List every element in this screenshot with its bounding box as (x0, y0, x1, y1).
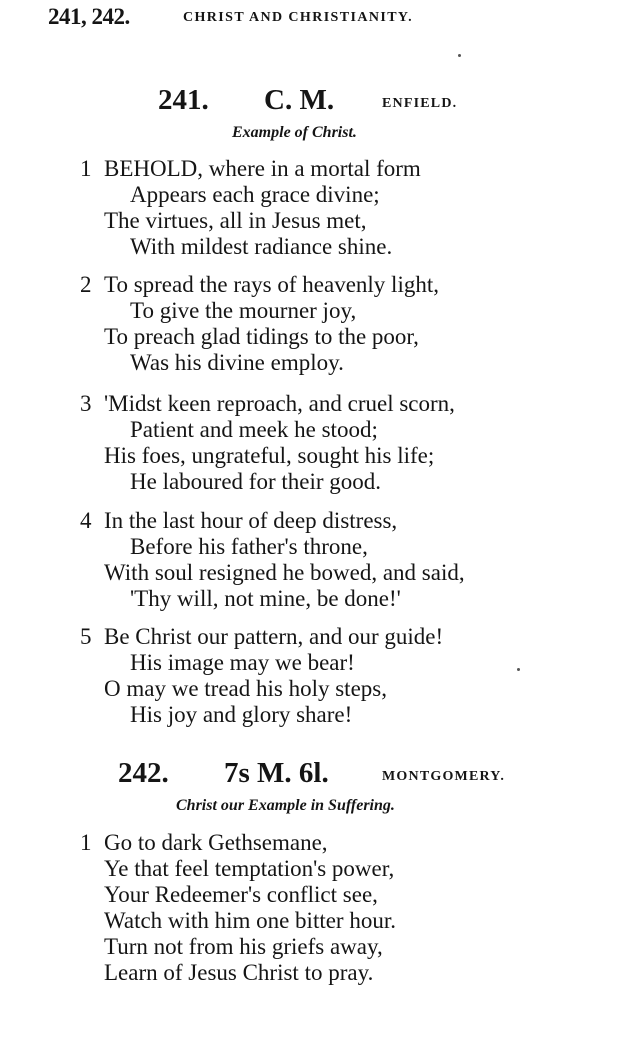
verse-line: His joy and glory share! (130, 702, 353, 727)
scan-speck (517, 668, 520, 671)
stanza-number: 3 (80, 391, 92, 416)
stanza-number: 2 (80, 272, 92, 297)
stanza-number: 4 (80, 508, 92, 533)
hymn-number: 242. (118, 757, 169, 789)
verse-line: His image may we bear! (130, 650, 355, 675)
hymn-meter: C. M. (264, 84, 335, 116)
verse-line: BEHOLD, where in a mortal form (104, 156, 421, 181)
verse-line: O may we tread his holy steps, (104, 676, 387, 701)
stanza-number: 5 (80, 624, 92, 649)
hymn-subtitle: Example of Christ. (232, 124, 357, 141)
verse-line: Your Redeemer's conflict see, (104, 882, 378, 907)
verse-line: Watch with him one bitter hour. (104, 908, 396, 933)
verse-line: Turn not from his griefs away, (104, 934, 383, 959)
verse-line: Patient and meek he stood; (130, 417, 378, 442)
verse-line: Appears each grace divine; (130, 182, 380, 207)
verse-line: Ye that feel temptation's power, (104, 856, 395, 881)
verse-line: The virtues, all in Jesus met, (104, 208, 367, 233)
verse-line: To give the mourner joy, (130, 298, 357, 323)
verse-line: He laboured for their good. (130, 469, 382, 494)
section-title: CHRIST AND CHRISTIANITY. (183, 10, 414, 25)
verse-line: 'Midst keen reproach, and cruel scorn, (104, 391, 455, 416)
verse-line: With soul resigned he bowed, and said, (104, 560, 465, 585)
verse-line: 'Thy will, not mine, be done!' (130, 586, 401, 611)
verse-line: To spread the rays of heavenly light, (104, 272, 439, 297)
hymn-number: 241. (158, 84, 209, 116)
verse-line: Was his divine employ. (130, 350, 344, 375)
page-number: 241, 242. (48, 4, 130, 29)
hymn-meter: 7s M. 6l. (224, 757, 329, 789)
stanza-number: 1 (80, 156, 92, 181)
verse-line: In the last hour of deep distress, (104, 508, 398, 533)
verse-line: To preach glad tidings to the poor, (104, 324, 419, 349)
verse-line: Before his father's throne, (130, 534, 368, 559)
hymn-header (118, 757, 518, 793)
scan-speck (458, 54, 461, 57)
verse-line: Learn of Jesus Christ to pray. (104, 960, 374, 985)
hymn-header (158, 84, 488, 120)
verse-line: Be Christ our pattern, and our guide! (104, 624, 444, 649)
running-head (48, 4, 608, 28)
hymn-subtitle: Christ our Example in Suffering. (176, 797, 395, 814)
stanza-number: 1 (80, 830, 92, 855)
hymn-tune: MONTGOMERY. (382, 769, 506, 784)
verse-line: Go to dark Gethsemane, (104, 830, 328, 855)
verse-line: With mildest radiance shine. (130, 234, 393, 259)
verse-line: His foes, ungrateful, sought his life; (104, 443, 435, 468)
hymn-tune: ENFIELD. (382, 96, 458, 111)
